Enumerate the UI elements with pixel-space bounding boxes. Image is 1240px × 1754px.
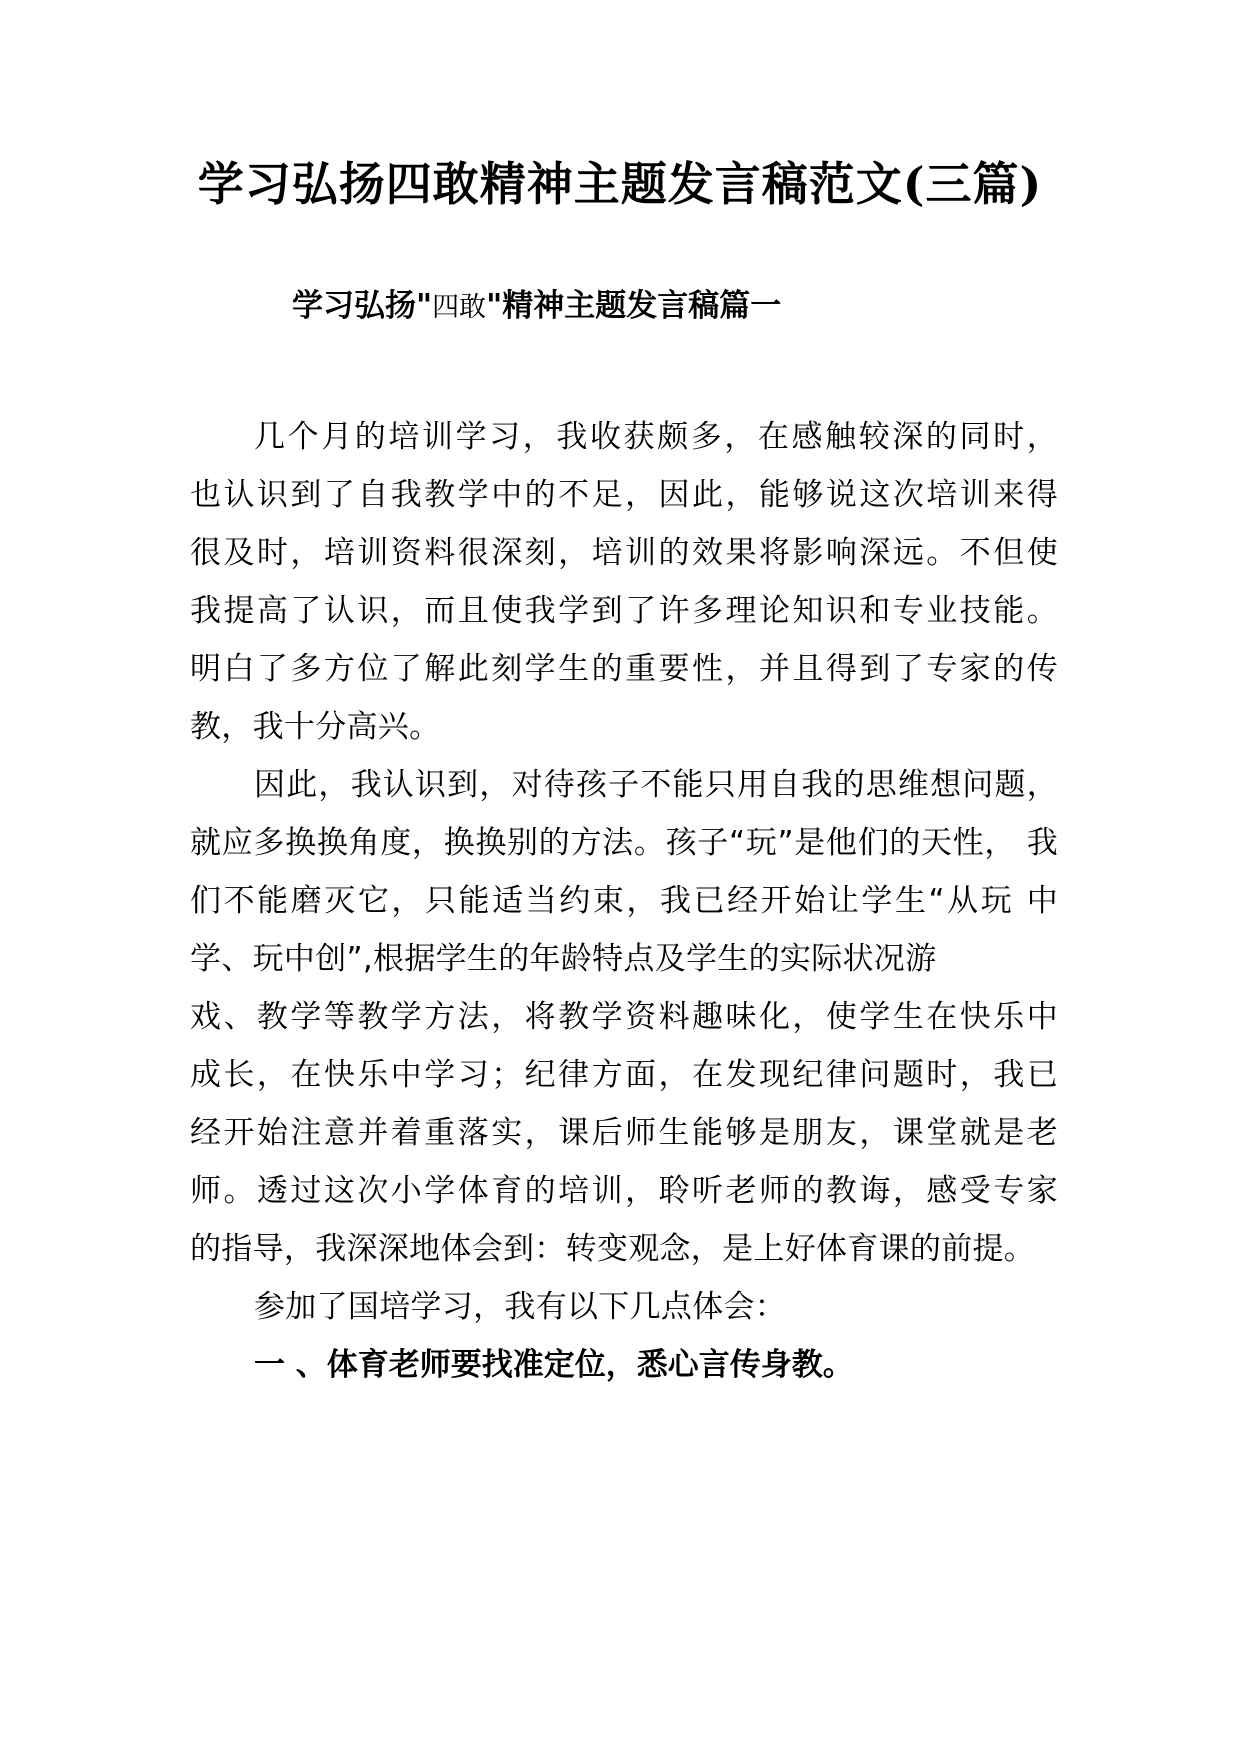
section-subtitle bbox=[292, 284, 781, 330]
paragraph-line: 就应多换换角度，换换别的方法。孩子“玩”是他们的天性， 我 bbox=[190, 825, 1058, 861]
paragraph-line: 成长，在快乐中学习；纪律方面，在发现纪律问题时，我已 bbox=[190, 1057, 1058, 1093]
subtitle-quoted: 四敢 bbox=[432, 292, 487, 323]
paragraph-line: 学、玩中创”,根据学生的年龄特点及学生的实际状况游 bbox=[190, 941, 937, 977]
subtitle-suffix: "精神主题发言稿篇一 bbox=[486, 288, 782, 324]
paragraph-line: 们不能磨灭它，只能适当约束，我已经开始让学生“从玩 中 bbox=[190, 883, 1058, 919]
point-heading: 一 、体育老师要找准定位，悉心言传身教。 bbox=[254, 1347, 854, 1383]
document-title: 学习弘扬四敢精神主题发言稿范文(三篇) bbox=[197, 157, 1043, 211]
paragraph-line: 很及时，培训资料很深刻，培训的效果将影响深远。不但使 bbox=[190, 535, 1058, 571]
subtitle-prefix: 学习弘扬" bbox=[292, 288, 433, 324]
paragraph-1 bbox=[190, 408, 1058, 756]
document-body bbox=[190, 408, 1058, 1394]
paragraph-line: 也认识到了自我教学中的不足，因此，能够说这次培训来得 bbox=[190, 477, 1058, 513]
paragraph-line: 教，我十分高兴。 bbox=[190, 709, 441, 745]
paragraph-line: 师。透过这次小学体育的培训，聆听老师的教诲，感受专家 bbox=[190, 1173, 1058, 1209]
paragraph-line: 参加了国培学习，我有以下几点体会： bbox=[254, 1289, 787, 1325]
paragraph-line: 的指导，我深深地体会到：转变观念，是上好体育课的前提。 bbox=[190, 1231, 1036, 1267]
paragraph-line: 戏、教学等教学方法，将教学资料趣味化，使学生在快乐中 bbox=[190, 999, 1058, 1035]
paragraph-line: 明白了多方位了解此刻学生的重要性，并且得到了专家的传 bbox=[190, 651, 1058, 687]
paragraph-line: 经开始注意并着重落实，课后师生能够是朋友，课堂就是老 bbox=[190, 1115, 1058, 1151]
paragraph-3 bbox=[190, 1278, 1058, 1336]
paragraph-2 bbox=[190, 756, 1058, 1278]
paragraph-line: 几个月的培训学习，我收获颇多，在感触较深的同时， bbox=[254, 419, 1058, 455]
paragraph-line: 我提高了认识，而且使我学到了许多理论知识和专业技能。 bbox=[190, 593, 1058, 629]
paragraph-line: 因此，我认识到，对待孩子不能只用自我的思维想问题， bbox=[254, 767, 1058, 803]
